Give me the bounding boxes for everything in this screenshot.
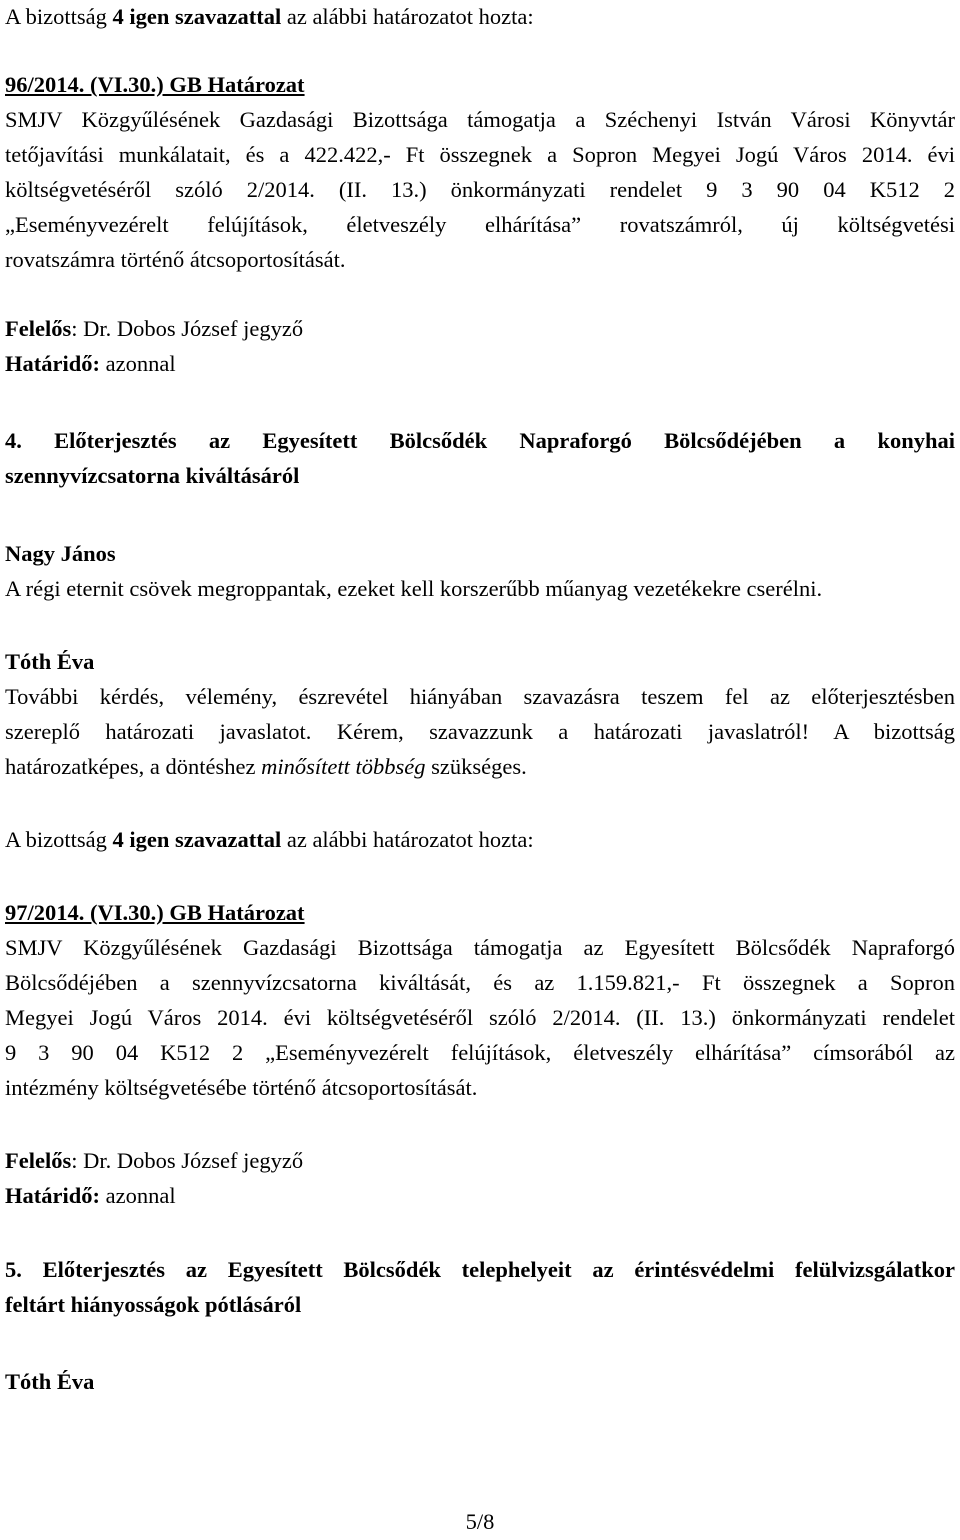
- resolution-96-line-2: tetőjavítási munkálatait, és a 422.422,- Ft összegnek a Sopron Megyei Jogú Város 2014. évi: [5, 142, 955, 167]
- vote-statement-2: A bizottság 4 igen szavazattal az alábbi határozatot hozta:: [5, 827, 534, 852]
- speaker-text-2-line-3: határozatképes, a döntéshez minősített többség szükséges.: [5, 754, 527, 779]
- agenda-item-4-title-line-1: 4. Előterjesztés az Egyesített Bölcsődék Napraforgó Bölcsődéjében a konyhai: [5, 428, 955, 453]
- resolution-97-number: 97/2014. (VI.30.) GB Határozat: [5, 900, 305, 925]
- resolution-97-line-4: 9 3 90 04 K512 2 „Eseményvezérelt felújítások, életveszély elhárítása” címsorából az: [5, 1040, 955, 1065]
- resolution-97-line-5: intézmény költségvetésébe történő átcsoportosítását.: [5, 1075, 478, 1100]
- agenda-item-4-title-line-2: szennyvízcsatorna kiváltásáról: [5, 463, 300, 488]
- resolution-96-number: 96/2014. (VI.30.) GB Határozat: [5, 72, 305, 97]
- speaker-name-1: Nagy János: [5, 541, 116, 566]
- vote-statement-1: A bizottság 4 igen szavazattal az alábbi határozatot hozta:: [5, 4, 534, 29]
- speaker-text-2-line-1: További kérdés, vélemény, észrevétel hiányában szavazásra teszem fel az előterjesztésben: [5, 684, 955, 709]
- resolution-96-line-3: költségvetéséről szóló 2/2014. (II. 13.) önkormányzati rendelet 9 3 90 04 K512 2: [5, 177, 955, 202]
- resolution-96-line-4: „Eseményvezérelt felújítások, életveszély elhárítása” rovatszámról, új költségvetési: [5, 212, 955, 237]
- deadline-2: Határidő: azonnal: [5, 1183, 176, 1208]
- vote-count-1: 4 igen szavazattal: [112, 4, 282, 29]
- page-number: 5/8: [465, 1509, 495, 1534]
- responsible-1: Felelős: Dr. Dobos József jegyző: [5, 316, 304, 341]
- resolution-96-line-1: SMJV Közgyűlésének Gazdasági Bizottsága támogatja a Széchenyi István Városi Könyvtár: [5, 107, 955, 132]
- speaker-text-1: A régi eternit csövek megroppantak, ezeket kell korszerűbb műanyag vezetékekre cserélni.: [5, 576, 823, 601]
- deadline-1: Határidő: azonnal: [5, 351, 176, 376]
- agenda-item-5-title-line-1: 5. Előterjesztés az Egyesített Bölcsődék telephelyeit az érintésvédelmi felülvizsgálatkor: [5, 1257, 955, 1282]
- speaker-name-3: Tóth Éva: [5, 1369, 95, 1394]
- responsible-2: Felelős: Dr. Dobos József jegyző: [5, 1148, 304, 1173]
- vote-count-2: 4 igen szavazattal: [112, 827, 282, 852]
- resolution-97-line-3: Megyei Jogú Város 2014. évi költségvetéséről szóló 2/2014. (II. 13.) önkormányzati rendelet: [5, 1005, 955, 1030]
- speaker-name-2: Tóth Éva: [5, 649, 95, 674]
- resolution-96-line-5: rovatszámra történő átcsoportosítását.: [5, 247, 346, 272]
- resolution-97-line-2: Bölcsődéjében a szennyvízcsatorna kiváltását, és az 1.159.821,- Ft összegnek a Sopron: [5, 970, 955, 995]
- speaker-text-2-line-2: szereplő határozati javaslatot. Kérem, szavazzunk a határozati javaslatról! A bizottság: [5, 719, 955, 744]
- agenda-item-5-title-line-2: feltárt hiányosságok pótlásáról: [5, 1292, 302, 1317]
- resolution-97-line-1: SMJV Közgyűlésének Gazdasági Bizottsága támogatja az Egyesített Bölcsődék Napraforgó: [5, 935, 955, 960]
